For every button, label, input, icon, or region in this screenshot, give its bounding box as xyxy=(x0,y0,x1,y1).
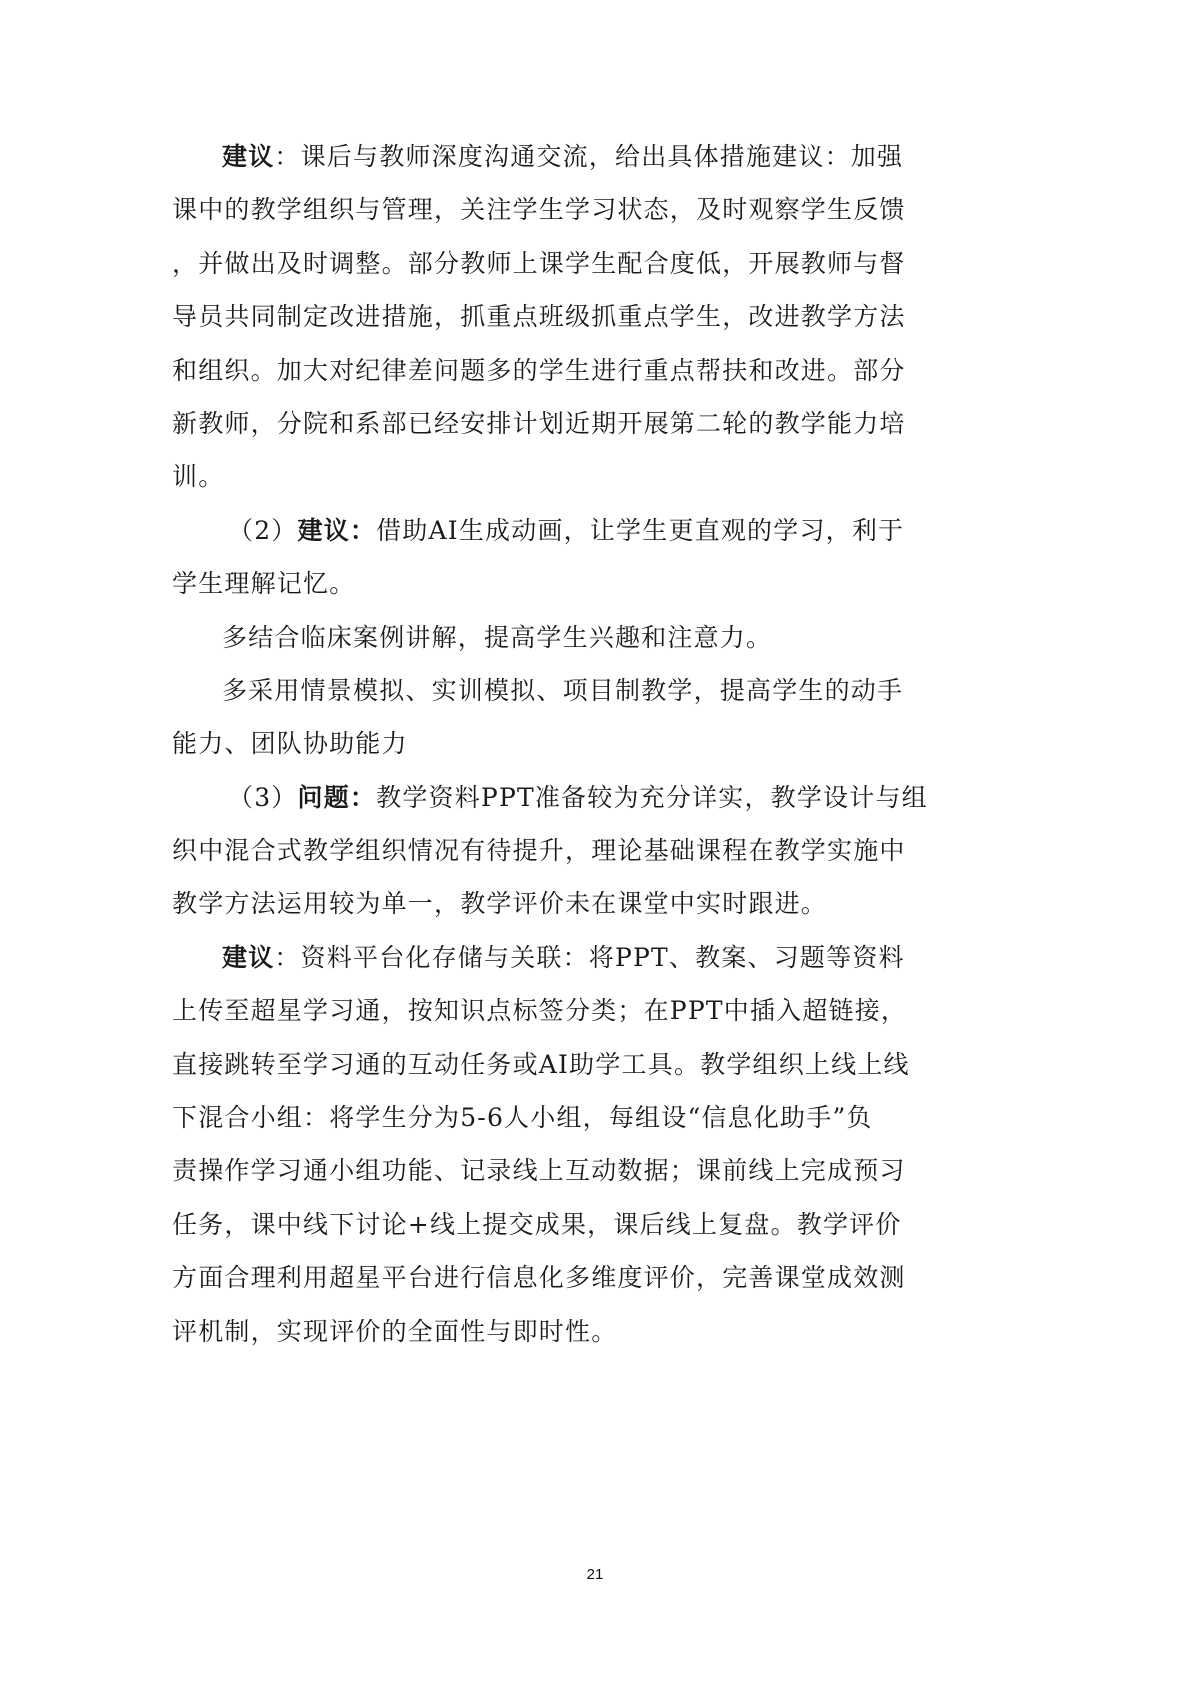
paragraph-problem-3 xyxy=(172,771,942,931)
paragraph-suggestion-3 xyxy=(172,931,942,1358)
text-line: 新教师，分院和系部已经安排计划近期开展第二轮的教学能力培 xyxy=(172,408,906,438)
text-line: ，并做出及时调整。部分教师上课学生配合度低，开展教师与督 xyxy=(172,248,906,278)
paragraph-simulation xyxy=(172,664,942,771)
bold-lead-label: 问题： xyxy=(297,782,377,812)
text-line: 方面合理利用超星平台进行信息化多维度评价，完善课堂成效测 xyxy=(172,1263,906,1293)
text-line: 任务，课中线下讨论+线上提交成果，课后线上复盘。教学评价 xyxy=(172,1209,902,1239)
text-line: 课中的教学组织与管理，关注学生学习状态，及时观察学生反馈 xyxy=(172,195,906,225)
text-line: 训。 xyxy=(172,462,225,492)
text-line: 下混合小组：将学生分为5-6人小组，每组设“信息化助手”负 xyxy=(172,1103,873,1133)
item-number: （3） xyxy=(228,782,298,812)
bold-lead-label: 建议 xyxy=(222,942,275,972)
text-line: 能力、团队协助能力 xyxy=(172,729,408,759)
text-line: 导员共同制定改进措施，抓重点班级抓重点学生，改进教学方法 xyxy=(172,302,906,332)
text-line: 多采用情景模拟、实训模拟、项目制教学，提高学生的动手 xyxy=(222,675,904,705)
text-line: 织中混合式教学组织情况有待提升，理论基础课程在教学实施中 xyxy=(172,836,906,866)
document-body xyxy=(172,130,942,1358)
text-line: 责操作学习通小组功能、记录线上互动数据；课前线上完成预习 xyxy=(172,1156,906,1186)
text-line: 和组织。加大对纪律差问题多的学生进行重点帮扶和改进。部分 xyxy=(172,355,906,385)
paragraph-clinical-cases xyxy=(172,611,942,664)
text-line: 建议：资料平台化存储与关联：将PPT、教案、习题等资料 xyxy=(222,942,905,972)
item-number: （2） xyxy=(228,515,298,545)
text-line: （2）建议：借助AI生成动画，让学生更直观的学习，利于 xyxy=(228,515,905,545)
text-line: 上传至超星学习通，按知识点标签分类；在PPT中插入超链接， xyxy=(172,996,908,1026)
text-line: 多结合临床案例讲解，提高学生兴趣和注意力。 xyxy=(222,622,773,652)
text-line: 直接跳转至学习通的互动任务或AI助学工具。教学组织上线上线 xyxy=(172,1049,910,1079)
paragraph-suggestion-1 xyxy=(172,130,942,504)
text-line: 评机制，实现评价的全面性与即时性。 xyxy=(172,1316,618,1346)
text-line: （3）问题：教学资料PPT准备较为充分详实，教学设计与组 xyxy=(228,782,928,812)
bold-lead-label: 建议： xyxy=(297,515,377,545)
bold-lead-label: 建议 xyxy=(222,142,275,171)
text-line: 学生理解记忆。 xyxy=(172,569,356,599)
text-line: 教学方法运用较为单一，教学评价未在课堂中实时跟进。 xyxy=(172,889,828,919)
page-number: 21 xyxy=(586,1566,604,1583)
paragraph-suggestion-2 xyxy=(172,504,942,611)
text-line: 建议：课后与教师深度沟通交流，给出具体措施建议：加强 xyxy=(222,142,904,171)
